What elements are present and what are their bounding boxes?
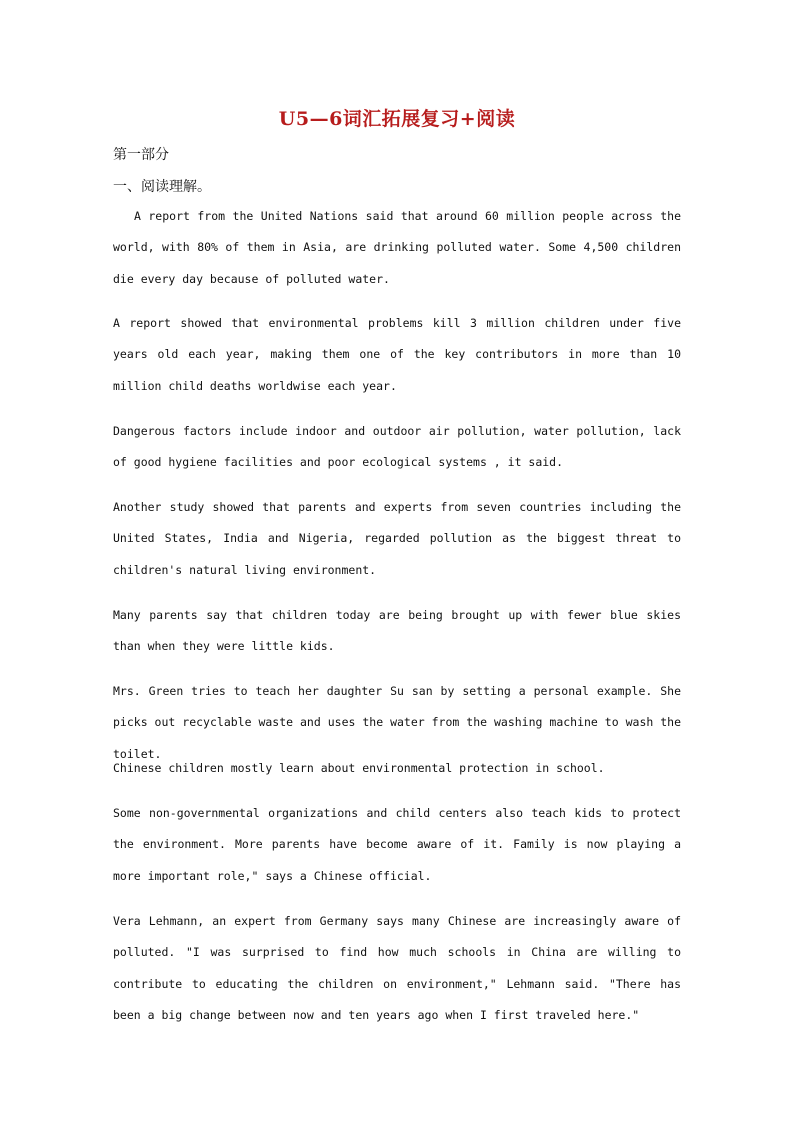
subsection-label: 一、阅读理解。 bbox=[113, 179, 211, 195]
paragraph-1: A report from the United Nations said that around 60 million people across the world, with 80% of them in Asia, are drinking polluted water. Some 4,500 children die every day because of polluted water. bbox=[113, 209, 681, 286]
paragraph-3: Dangerous factors include indoor and outdoor air pollution, water pollution, lack of good hygiene facilities and poor ecological systems , it said. bbox=[113, 424, 681, 470]
paragraph-9: Vera Lehmann, an expert from Germany says many Chinese are increasingly aware of polluted. "I was surprised to find how much schools in China are willing to contribute to educating the children on environment," Lehmann said. "There has been a big change between now and ten years ago when I first traveled here." bbox=[113, 914, 681, 1022]
section-label: 第一部分 bbox=[113, 147, 169, 163]
paragraph-2: A report showed that environmental problems kill 3 million children under five years old each year, making them one of the key contributors in more than 10 million child deaths worldwise each year. bbox=[113, 316, 681, 393]
document-title: U5—6词汇拓展复习+阅读 bbox=[278, 108, 516, 130]
paragraph-6: Mrs. Green tries to teach her daughter Su san by setting a personal example. She picks out recyclable waste and uses the water from the washing machine to wash the toilet. bbox=[113, 684, 681, 761]
paragraph-5: Many parents say that children today are being brought up with fewer blue skies than when they were little kids. bbox=[113, 608, 681, 654]
paragraph-7: Chinese children mostly learn about environmental protection in school. bbox=[113, 761, 605, 775]
paragraph-4: Another study showed that parents and experts from seven countries including the United States, India and Nigeria, regarded pollution as the biggest threat to children's natural living environment. bbox=[113, 500, 681, 577]
paragraph-8: Some non-governmental organizations and child centers also teach kids to protect the environment. More parents have become aware of it. Family is now playing a more important role," says a Chinese official. bbox=[113, 806, 681, 883]
